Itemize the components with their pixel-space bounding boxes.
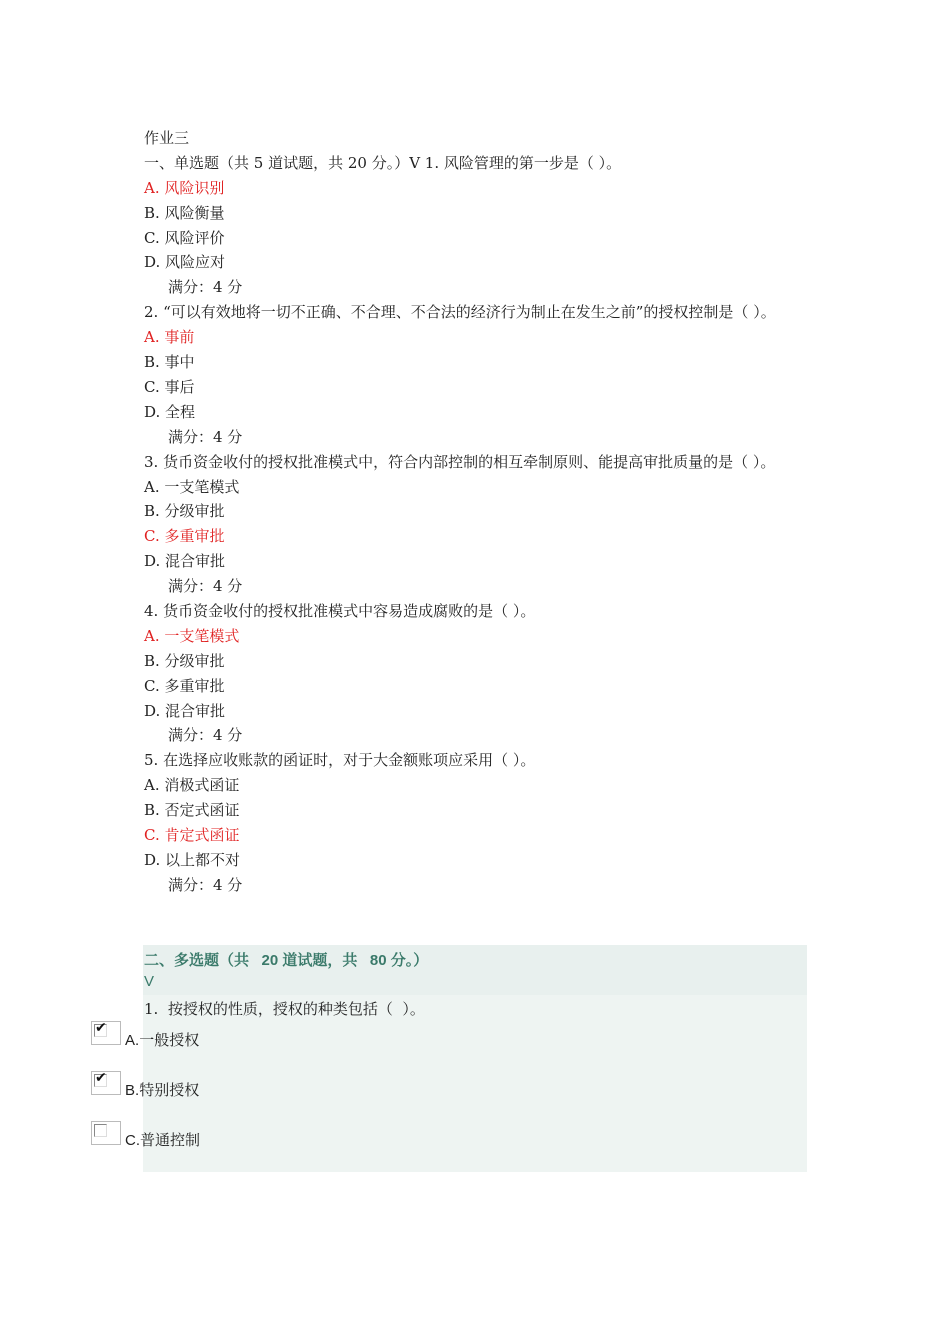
correct-answer-option: C. 多重审批 <box>144 527 225 546</box>
mc-option-letter: A. <box>125 1032 140 1049</box>
correct-answer-option: A. 风险识别 <box>144 178 225 197</box>
question-score: 满分：4 分 <box>168 427 243 446</box>
question-stem: 3. 货币资金收付的授权批准模式中，符合内部控制的相互牵制原则、能提高审批质量的是（ ）。 <box>144 452 776 471</box>
answer-option: B. 事中 <box>144 353 195 372</box>
answer-option: D. 风险应对 <box>144 253 226 272</box>
section-2-mark: V <box>144 973 155 990</box>
answer-option: B. 否定式函证 <box>144 801 240 820</box>
checkmark-icon: ✔ <box>95 1020 107 1036</box>
answer-option: A. 一支笔模式 <box>144 477 240 496</box>
answer-option: C. 事后 <box>144 377 195 396</box>
mc-option-text: 一般授权 <box>139 1031 200 1049</box>
mc-option-text: 普通控制 <box>140 1131 201 1149</box>
mc-option-text: 特别授权 <box>139 1081 200 1099</box>
correct-answer-option: C. 肯定式函证 <box>144 826 240 844</box>
question-score: 满分：4 分 <box>168 278 243 297</box>
correct-answer-option: A. 事前 <box>144 328 195 347</box>
mc-option-label <box>125 1029 199 1050</box>
checkmark-icon: ✔ <box>95 1070 107 1086</box>
answer-option: B. 分级审批 <box>144 502 225 521</box>
document-body <box>144 126 808 898</box>
mc-option-label <box>125 1129 200 1150</box>
mc-question-1: 1. 按授权的性质，授权的种类包括（ ）。 <box>144 1000 425 1018</box>
mc-option-label <box>125 1079 199 1100</box>
mc-option-letter: C. <box>125 1132 140 1149</box>
section-1-heading: 一、单选题（共 5 道试题，共 20 分。）V 1. 风险管理的第一步是（ ）。 <box>144 153 622 172</box>
answer-option: B. 风险衡量 <box>144 203 225 222</box>
document-title: 作业三 <box>144 129 190 147</box>
section-2-heading: 二、多选题（共 20 道试题，共 80 分。） <box>144 952 429 969</box>
question-list <box>144 176 808 898</box>
multiple-choice-header <box>143 945 807 995</box>
question-stem: 4. 货币资金收付的授权批准模式中容易造成腐败的是（ ）。 <box>144 601 536 620</box>
question-stem: 2. “可以有效地将一切不正确、不合理、不合法的经济行为制止在发生之前”的授权控制是（ ）。 <box>144 303 776 322</box>
answer-option: C. 风险评价 <box>144 228 225 247</box>
mc-option-letter: B. <box>125 1082 140 1099</box>
answer-option: D. 混合审批 <box>144 552 226 571</box>
answer-option: D. 以上都不对 <box>144 850 241 869</box>
checkbox-square-icon <box>94 1124 107 1137</box>
question-score: 满分：4 分 <box>168 726 243 745</box>
answer-option: D. 混合审批 <box>144 701 226 720</box>
answer-option: B. 分级审批 <box>144 651 225 670</box>
question-stem: 5. 在选择应收账款的函证时，对于大金额账项应采用（ ）。 <box>144 751 536 770</box>
checkbox[interactable] <box>91 1021 121 1045</box>
answer-option: D. 全程 <box>144 402 196 421</box>
answer-option: A. 消极式函证 <box>144 776 240 795</box>
answer-option: C. 多重审批 <box>144 676 225 695</box>
correct-answer-option: A. 一支笔模式 <box>144 626 240 645</box>
checkbox[interactable] <box>91 1071 121 1095</box>
checkbox[interactable] <box>91 1121 121 1145</box>
question-score: 满分：4 分 <box>168 577 243 596</box>
question-score: 满分：4 分 <box>168 875 243 894</box>
multiple-choice-section <box>143 945 807 1172</box>
